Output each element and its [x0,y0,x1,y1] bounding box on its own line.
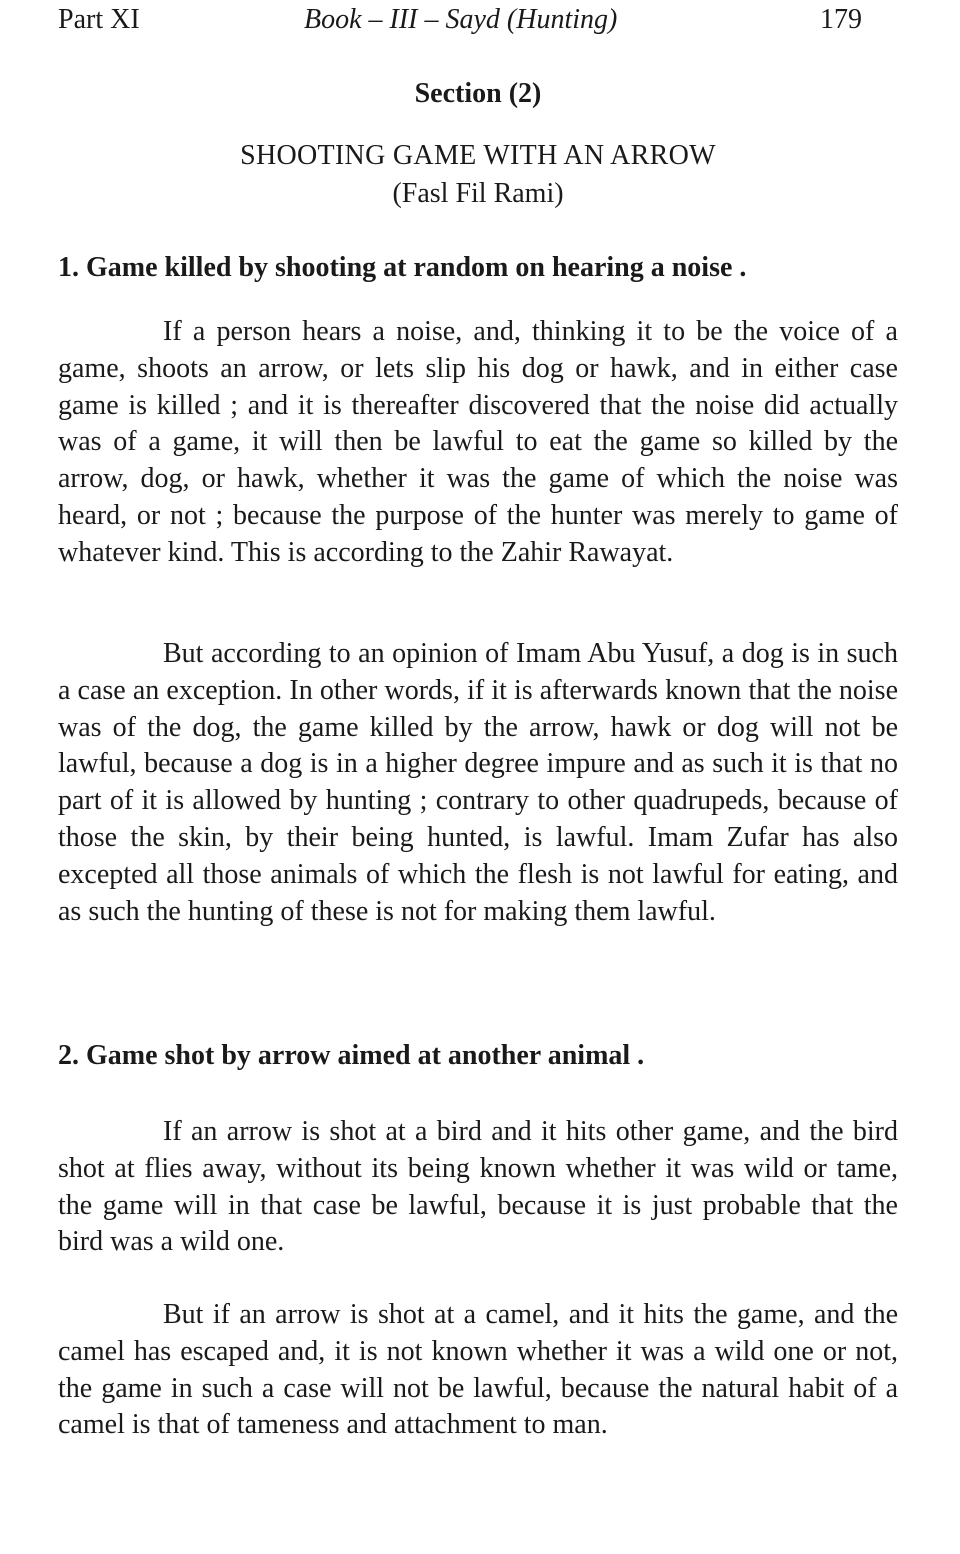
section-subtitle: (Fasl Fil Rami) [392,178,564,209]
item-2-heading: 2. Game shot by arrow aimed at another animal . [58,1040,645,1071]
item-2-paragraph-1: If an arrow is shot at a bird and it hits other game, and the bird shot at flies away, without its being known whether it was wild or tame, the game will in that case be lawful, because it is just probable that the bird was a wild one. [58,1116,898,1258]
item-1-paragraph-2: But according to an opinion of Imam Abu Yusuf, a dog is in such a case an exception. In other words, if it is afterwards known that the noise was of the dog, the game killed by the arrow, hawk or dog will not be lawful, because a dog is in a higher degree impure and as such it is that no part of it is allowed by hunting ; contrary to other quadrupeds, because of those the skin, by their being hunted, is lawful. Imam Zufar has also excepted all those animals of which the flesh is not lawful for eating, and as such the hunting of these is not for making them lawful. [58,638,898,927]
section-label: Section (2) [414,78,542,109]
book-title: Book – III – Sayd (Hunting) [304,4,618,35]
section-title: SHOOTING GAME WITH AN ARROW [240,140,716,171]
item-2-paragraph-2: But if an arrow is shot at a camel, and it hits the game, and the camel has escaped and, it is not known whether it was a wild one or not, the game in such a case will not be lawful, because the natural habit of a camel is that of tameness and attachment to man. [58,1299,898,1441]
page-number: 179 [820,4,862,35]
part-label: Part XI [58,4,140,35]
running-head [58,4,898,40]
item-1-heading: 1. Game killed by shooting at random on hearing a noise . [58,252,747,283]
item-1-paragraph-1: If a person hears a noise, and, thinking it to be the voice of a game, shoots an arrow, or lets slip his dog or hawk, and in either case game is killed ; and it is thereafter discovered that the noise did actually was of a game, it will then be lawful to eat the game so killed by the arrow, dog, or hawk, whether it was the game of which the noise was heard, or not ; because the purpose of the hunter was merely to game of whatever kind. This is according to the Zahir Rawayat. [58,316,898,568]
